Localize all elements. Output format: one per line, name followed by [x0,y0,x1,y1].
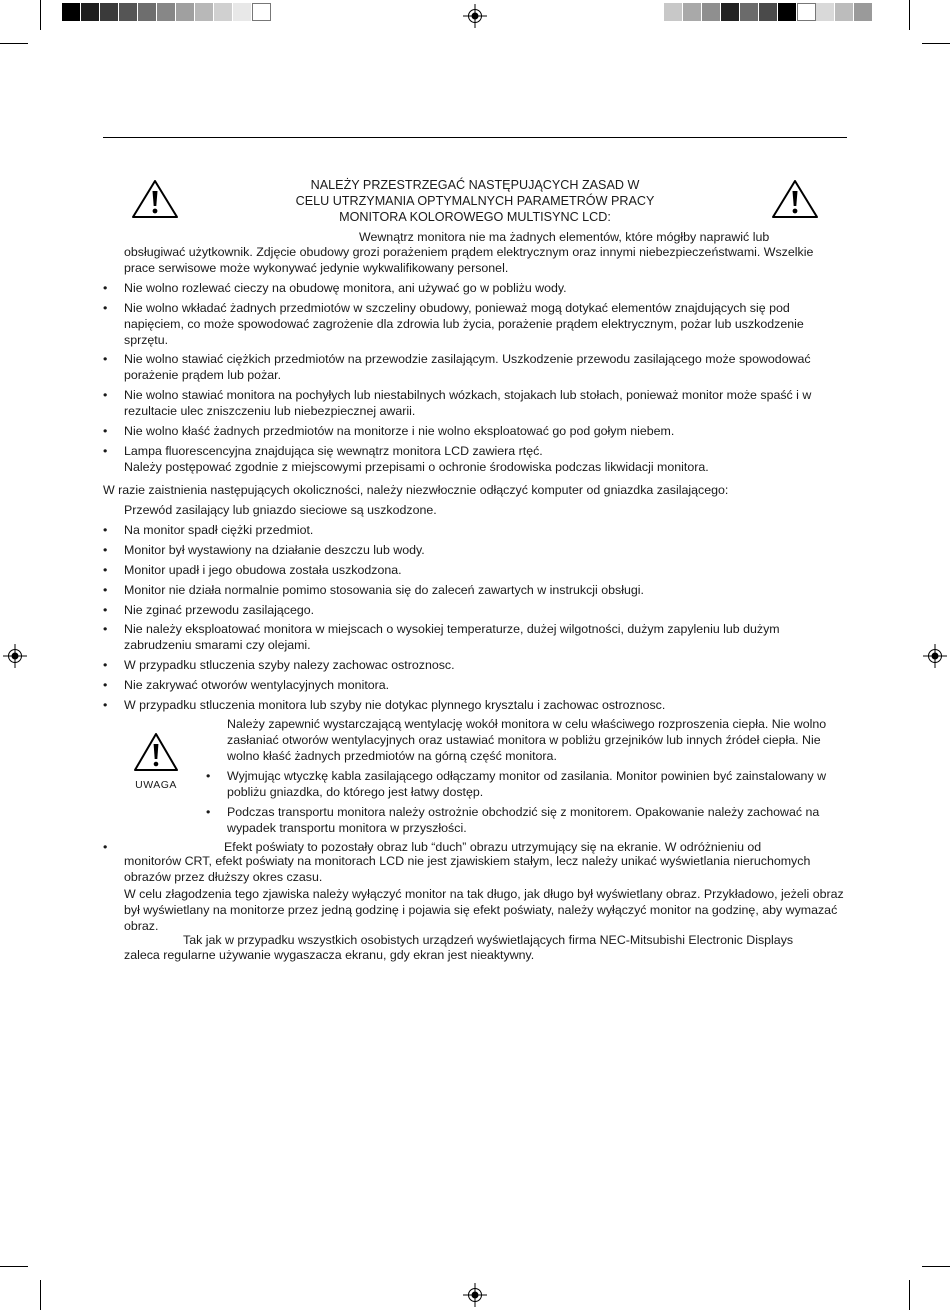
list-item: • Nie wolno stawiać monitora na pochyłych lub niestabilnych wózkach, stojakach lub stołach, ponieważ monitor może spaść i w rezultacie ulec zniszczeniu lub niebezpiecznej awarii. [124,387,846,419]
color-swatch [664,3,683,21]
top-rule [103,137,847,138]
caution-text: Należy zapewnić wystarczającą wentylację wokół monitora w celu właściwego rozproszenia ciepła. Nie wolno zasłaniać otworów wentylacyjnych oraz ustawiać monitora w pobliżu grzejników lub innych źródeł ciepła. Nie wolno kłaść żadnych przedmiotów na górną część monitora. [227,717,827,763]
registration-mark-right [923,644,947,668]
bullet-marker: • [103,840,108,854]
color-swatch [233,3,252,21]
registration-mark-left [3,644,27,668]
color-swatch [778,3,797,21]
color-swatch [214,3,233,21]
afterimage-para: W celu złagodzenia tego zjawiska należy wyłączyć monitor na tak długo, jak długo był wyświetlany obraz. Przykładowo, jeżeli obraz był wyświetlany na monitorze przez jedną godzinę i pojawia się efekt poświaty, należy wyłączyć monitor na godzinę, aby wymazać obraz. [124,887,844,933]
color-strip-left [62,3,271,21]
intro-line: Wewnątrz monitora nie ma żadnych elementów, które mógłby naprawić lub [359,230,770,244]
safety-header [250,177,700,225]
list-item: • W przypadku stluczenia szyby nalezy zachowac ostroznosc. [124,657,846,673]
color-swatch [702,3,721,21]
color-swatch [740,3,759,21]
list-item: • Podczas transportu monitora należy ostrożnie obchodzić się z monitorem. Opakowanie należy zachować na wypadek transportu monitora w przyszłości. [227,804,842,836]
header-line: NALEŻY PRZESTRZEGAĆ NASTĘPUJĄCYCH ZASAD W [310,178,640,192]
list-item: • Monitor upadł i jego obudowa została uszkodzona. [124,562,846,578]
list-item: • Nie wolno wkładać żadnych przedmiotów w szczeliny obudowy, ponieważ mogą dotykać elementów znajdujących się pod napięciem, co może spowodować zagrożenie dla zdrowia lub życia, porażenie prądem elektrycznym, pożar lub uszkodzenie sprzętu. [124,300,846,348]
list-item: • Monitor nie działa normalnie pomimo stosowania się do zaleceń zawartych w instrukcji obsługi. [124,582,846,598]
color-swatch [195,3,214,21]
afterimage-text: monitorów CRT, efekt poświaty na monitorach LCD nie jest zjawiskiem stałym, lecz należy unikać wyświetlania nieruchomych obrazów przez dłuższy okres czasu. [124,854,811,884]
list-item: • W przypadku stluczenia monitora lub szyby nie dotykac plynnego krysztalu i zachowac ostroznosc. [124,697,846,713]
list-item: • Nie wolno kłaść żadnych przedmiotów na monitorze i nie wolno eksploatować go pod gołym niebem. [124,423,846,439]
header-line: CELU UTRZYMANIA OPTYMALNYCH PARAMETRÓW PRACY [295,194,655,208]
color-swatch [157,3,176,21]
screensaver-line: Tak jak w przypadku wszystkich osobistych urządzeń wyświetlających firma NEC-Mitsubishi Electronic Displays [183,933,794,947]
color-swatch [816,3,835,21]
afterimage-line: Efekt poświaty to pozostały obraz lub “duch” obrazu utrzymujący się na ekranie. W odróżnieniu od [224,840,762,854]
color-swatch [100,3,119,21]
list-item: • Wyjmując wtyczkę kabla zasilającego odłączamy monitor od zasilania. Monitor powinien być zainstalowany w pobliżu gniazdka, do którego jest łatwy dostęp. [227,768,842,800]
emergency-first: Przewód zasilający lub gniazdo sieciowe są uszkodzone. [124,503,437,517]
color-swatch [759,3,778,21]
warning-triangle-icon [771,179,819,219]
color-strip-right [664,3,873,21]
color-swatch [81,3,100,21]
caution-label: UWAGA [135,779,177,791]
color-swatch [252,3,271,21]
screensaver-text: zaleca regularne używanie wygaszacza ekranu, gdy ekran jest nieaktywny. [124,948,535,962]
intro-text: obsługiwać użytkownik. Zdjęcie obudowy grozi porażeniem prądem elektrycznym oraz innymi niebezpieczeństwami. Wszelkie prace serwisowe może wykonywać jedynie wykwalifikowany personel. [124,245,814,275]
list-item: • Monitor był wystawiony na działanie deszczu lub wody. [124,542,846,558]
color-swatch [176,3,195,21]
registration-mark-bottom [463,1283,487,1307]
color-swatch [854,3,873,21]
color-swatch [835,3,854,21]
color-swatch [119,3,138,21]
list-item: • Nie wolno stawiać ciężkich przedmiotów na przewodzie zasilającym. Uszkodzenie przewodu zasilającego może spowodować porażenie prądem lub pożar. [124,351,846,383]
color-swatch [797,3,816,21]
color-swatch [62,3,81,21]
lamp-line: Należy postępować zgodnie z miejscowymi przepisami o ochronie środowiska podczas likwidacji monitora. [124,460,709,474]
list-item: • Nie należy eksploatować monitora w miejscach o wysokiej temperaturze, dużej wilgotności, dużym zapyleniu lub dużym zabrudzeniu smarami czy olejami. [124,621,846,653]
lamp-line: • Lampa fluorescencyjna znajdująca się wewnątrz monitora LCD zawiera rtęć. [124,444,543,458]
header-line: MONITORA KOLOROWEGO MULTISYNC LCD: [339,210,611,224]
color-swatch [721,3,740,21]
list-item: • Na monitor spadł ciężki przedmiot. [124,522,846,538]
list-item-lamp [124,443,846,475]
color-swatch [683,3,702,21]
emergency-lead: W razie zaistnienia następujących okoliczności, należy niezwłocznie odłączyć komputer od gniazdka zasilającego: [103,483,729,497]
color-swatch [138,3,157,21]
registration-mark-top [463,4,487,28]
warning-triangle-icon [131,179,179,219]
list-item: • Nie zginać przewodu zasilającego. [124,602,846,618]
list-item: • Nie wolno rozlewać cieczy na obudowę monitora, ani używać go w pobliżu wody. [124,280,846,296]
caution-triangle-icon [133,732,179,772]
list-item: • Nie zakrywać otworów wentylacyjnych monitora. [124,677,846,693]
